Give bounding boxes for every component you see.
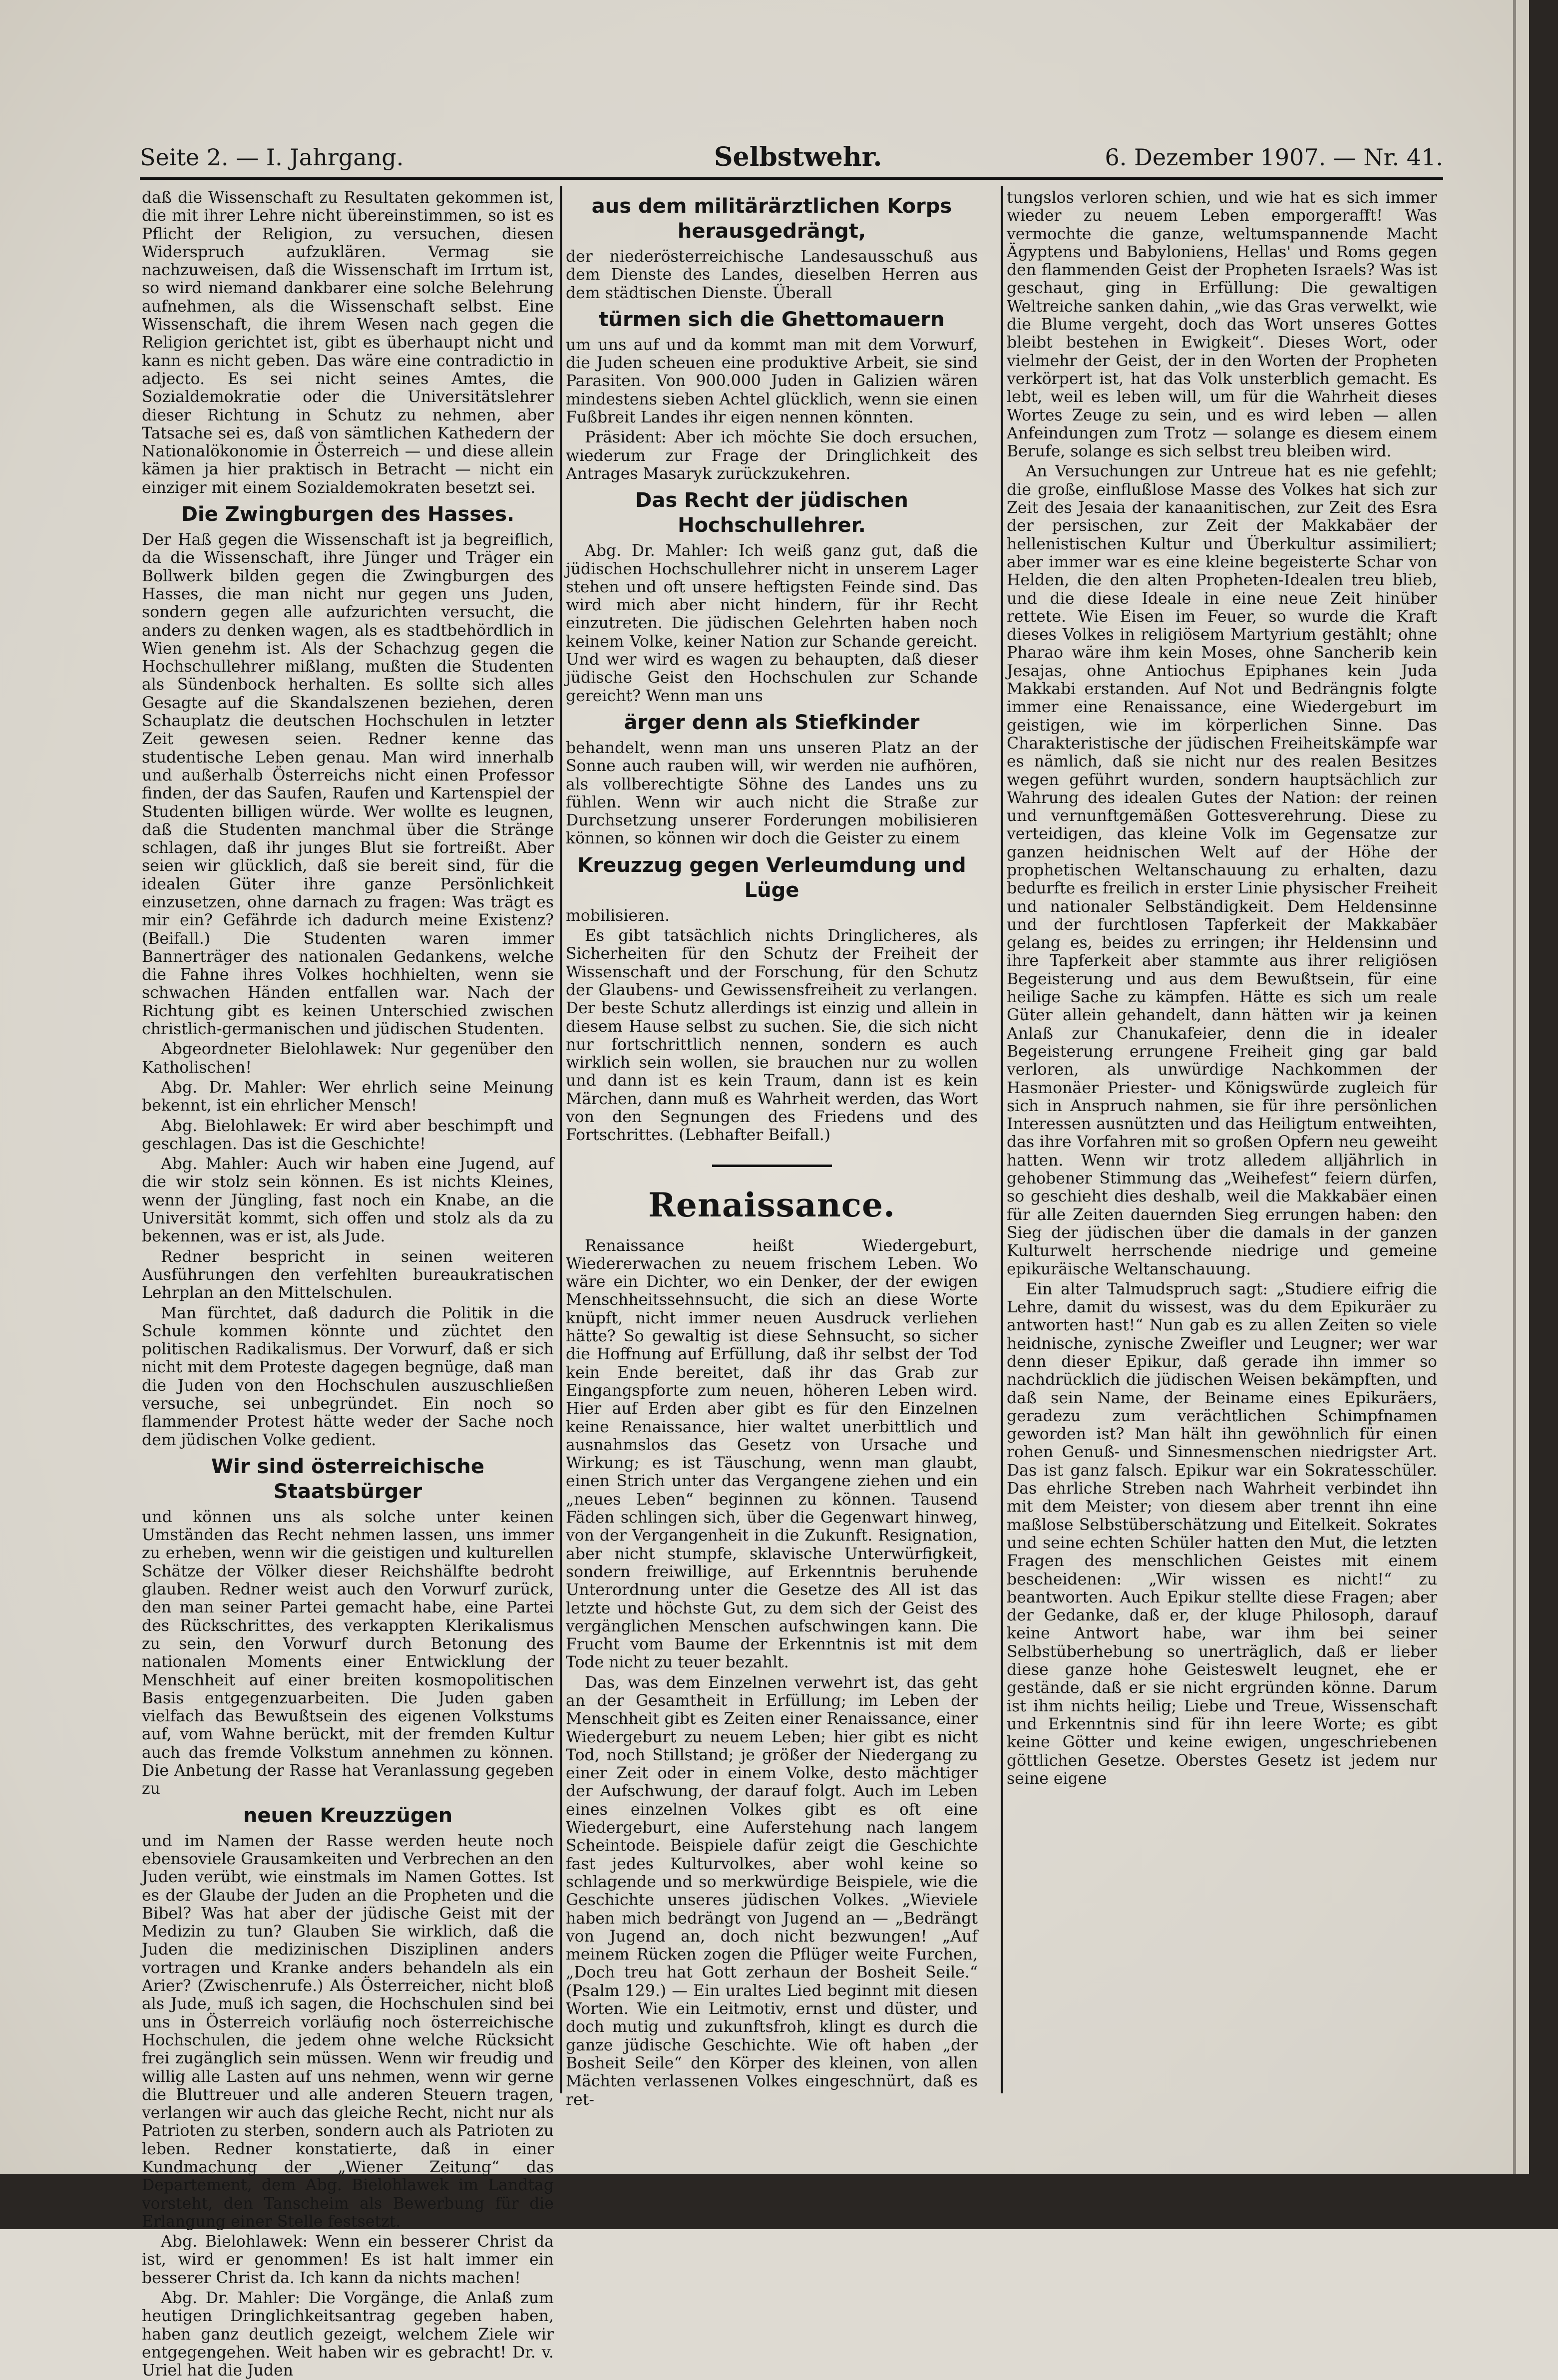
page-header <box>140 142 1443 177</box>
paragraph: Abg. Dr. Mahler: Ich weiß ganz gut, daß die jüdischen Hochschullehrer nicht in unserem Lager stehen und oft unsere heftigsten Feinde sind. Das wird mich aber nicht hindern, für ihr Recht einzutreten. Die jüdischen Gelehrten haben noch keinem Volke, keiner Nation zur Schande gereicht. Und wer wird es wagen zu behaupten, daß dieser jüdische Geist den Hochschulen zur Schande gereicht? Wenn man uns <box>566 542 978 705</box>
subheading: Das Recht der jüdischen Hochschullehrer. <box>635 489 908 537</box>
paragraph: und können uns als solche unter keinen Umständen das Recht nehmen lassen, uns immer zu erheben, wenn wir die geistigen und kulturellen Schätze der Völker dieser Reichshälfte bedroht glauben. Redner weist auch den Vorwurf zurück, den man seiner Partei gemacht habe, eine Partei des Rückschrittes, des verkappten Klerikalismus zu sein, den Vorwurf durch Betonung des nationalen Moments einer Entwicklung der Menschheit auf einer breiten kosmopolitischen Basis entgegenzuarbeiten. Die Juden gaben vielfach das Bewußtsein des eigenen Volkstums auf, vom Wahne berückt, mit der fremden Kultur auch das fremde Volkstum annehmen zu können. Die Anbetung der Rasse hat Veranlassung gegeben zu <box>142 1508 554 1798</box>
header-rule <box>140 177 1443 180</box>
scan-edge-right <box>1529 0 1558 2229</box>
paragraph: Abgeordneter Bielohlawek: Nur gegenüber den Katholischen! <box>142 1040 554 1077</box>
paragraph: Abg. Bielohlawek: Er wird aber beschimpft und geschlagen. Das ist die Geschichte! <box>142 1117 554 1153</box>
paragraph: An Versuchungen zur Untreue hat es nie gefehlt; die große, einflußlose Masse des Volkes hat sich zur Zeit des Jesaia der kanaanitischen, zur Zeit des Esra der persischen, zur Zeit der Makkabäer der hellenistischen Kultur und Überkultur assimiliert; aber immer war es eine kleine begeisterte Schar von Helden, die den alten Propheten-Idealen treu blieb, und die diese Ideale in eine neue Zeit hinüber rettete. Wie Eisen im Feuer, so wurde die Kraft dieses Volkes in religiösem Martyrium gestählt; ohne Pharao wäre ihm kein Moses, ohne Sancherib kein Jesajas, ohne Antiochus Epiphanes kein Juda Makkabi erstanden. Auf Not und Bedrängnis folgte immer eine Renaissance, eine Wiedergeburt im geistigen, wie im körperlichen Sinne. Das Charakteristische der jüdischen Freiheitskämpfe war es nämlich, daß sie nicht nur des realen Besitzes wegen geführt wurden, sondern hauptsächlich zur Wahrung des idealen Gutes der Nation: der reinen und vernunftgemäßen Gottesverehrung. Diese zu verteidigen, das kleine Volk im Gegensatze zur ganzen heidnischen Welt auf der Höhe der prophetischen Weltanschauung zu erhalten, dazu bedurfte es freilich in erster Linie physischer Freiheit und nationaler Selbständigkeit. Dem Heldensinne und der furchtlosen Tapferkeit der Makkabäer gelang es, beides zu erringen; ihr Heldensinn und ihre Tapferkeit aber stammte aus ihrer religiösen Begeisterung und aus dem Bewußtsein, für eine heilige Sache zu kämpfen. Hätte es sich um reale Güter allein gehandelt, dann hätten wir ja keinen Anlaß zur Chanukafeier, denn die in idealer Begeisterung errungene Freiheit ging gar bald verloren, als unwürdige Nachkommen der Hasmonäer Priester- und Königswürde zugleich für sich in Anspruch nahmen, sie für ihre persönlichen Interessen ausnützten und das Heiligtum entweihten, das ihre Vorfahren mit so großen Opfern neu geweiht hatten. Wenn wir trotz alledem alljährlich in gehobener Stimmung das „Weihefest“ feiern dürfen, so geschieht dies deshalb, weil die Makkabäer einen für alle Zeiten dauernden Sieg errungen haben: den Sieg der jüdischen über die damals in der ganzen Kulturwelt herrschende niedrige und gemeine epikuräische Weltanschauung. <box>1007 462 1437 1278</box>
header-date-issue: 6. Dezember 1907. — Nr. 41. <box>1105 144 1443 171</box>
column-rule <box>1001 186 1003 2093</box>
subheading: türmen sich die Ghettomauern <box>599 308 945 331</box>
subheading: ärger denn als Stiefkinder <box>624 711 920 734</box>
paragraph: behandelt, wenn man uns unseren Platz an der Sonne auch rauben will, wir werden nie aufhören, als vollberechtigte Söhne des Landes uns zu fühlen. Wenn wir auch nicht die Straße zur Durchsetzung unserer Forderungen mobilisieren können, so können wir doch die Geister zu einem <box>566 739 978 848</box>
paragraph: Abg. Bielohlawek: Wenn ein besserer Christ da ist, wird er genommen! Es ist halt immer ein besserer Christ da. Ich kann da nichts machen! <box>142 2233 554 2287</box>
column-1 <box>142 189 554 2380</box>
paragraph: und im Namen der Rasse werden heute noch ebensoviele Grausamkeiten und Verbrechen an den Juden verübt, wie einstmals im Namen Gottes. Ist es der Glaube der Juden an die Propheten und die Bibel? Was hat aber der jüdische Geist mit der Medizin zu tun? Glauben Sie wirklich, daß die Juden die medizinischen Disziplinen anders vortragen und Kranke anders behandeln als ein Arier? (Zwischenrufe.) Als Österreicher, nicht bloß als Jude, muß ich sagen, die Hochschulen sind bei uns in Österreich vorläufig noch österreichische Hochschulen, die jedem ohne welche Rücksicht frei zugänglich sein müssen. Wenn wir freudig und willig alle Lasten auf uns nehmen, wenn wir gerne die Bluttreuer und alle anderen Steuern tragen, verlangen wir auch das gleiche Recht, nicht nur als Patrioten zu sterben, sondern auch als Patrioten zu leben. Redner konstatierte, daß in einer Kundmachung der „Wiener Zeitung“ das Departement, dem Abg. Bielohlawek im Landtag vorsteht, den Tanscheim als Bewerbung für die Erlangung einer Stelle festsetzt. <box>142 1832 554 2231</box>
paragraph: Der Haß gegen die Wissenschaft ist ja begreiflich, da die Wissenschaft, ihre Jünger und Träger ein Bollwerk bilden gegen die Zwingburgen des Hasses, die man nicht nur gegen uns Juden, sondern gegen alle aufzurichten versucht, die anders zu denken wagen, als es stadtbehördlich in Wien genehm ist. Als der Schachzug gegen die Hochschullehrer mißlang, mußten die Studenten als Sündenbock herhalten. Es sollte sich alles Gesagte auf die Skandalszenen beziehen, deren Schauplatz die deutschen Hochschulen in letzter Zeit gewesen seien. Redner kenne das studentische Leben genau. Man wird innerhalb und außerhalb Österreichs nicht einen Professor finden, der das Saufen, Raufen und Kartenspiel der Studenten billigen würde. Wer wollte es leugnen, daß die Studenten manchmal über die Stränge schlagen, daß ihr junges Blut sie fortreißt. Aber seien wir glücklich, daß sie bereit sind, für die idealen Güter ihre ganze Persönlichkeit einzusetzen, ohne darnach zu fragen: Was trägt es mir ein? Gefährde ich dadurch meine Existenz? (Beifall.) Die Studenten waren immer Bannerträger des nationalen Gedankens, welche die Fahne ihres Volkes hochhielten, wenn sie schwachen Händen entfallen war. Nach der Richtung gibt es keinen Unterschied zwischen christlich-germanischen und jüdischen Studenten. <box>142 531 554 1039</box>
article-separator <box>712 1165 832 1167</box>
paragraph: Man fürchtet, daß dadurch die Politik in die Schule kommen könnte und züchtet den politischen Radikalismus. Der Vorwurf, daß er sich nicht mit dem Proteste dagegen begnüge, daß man die Juden von den Hochschulen auszuschließen versuche, sei unbegründet. Ein noch so flammender Protest hätte weder der Sache noch dem jüdischen Volke gedient. <box>142 1304 554 1449</box>
paragraph: tungslos verloren schien, und wie hat es sich immer wieder zu neuem Leben emporgerafft! Was vermochte die ganze, weltumspannende Macht Ägyptens und Babyloniens, Hellas' und Roms gegen den flammenden Geist der Propheten Israels? Was ist geschaut, ging in Erfüllung: Die gewaltigen Weltreiche sanken dahin, „wie das Gras verwelkt, wie die Blume vergeht, doch das Wort unseres Gottes bleibt bestehen in Ewigkeit“. Dieses Wort, oder vielmehr der Geist, der in den Worten der Propheten verkörpert ist, hat das Volk unsterblich gemacht. Es lebt, weil es leben will, um für die Wahrheit dieses Wortes Zeuge zu sein, und es wird leben — allen Anfeindungen zum Trotz — solange es diesem einem Berufe, solange es sich selbst treu bleiben wird. <box>1007 189 1437 461</box>
column-3 <box>1007 189 1437 2096</box>
paragraph: Ein alter Talmudspruch sagt: „Studiere eifrig die Lehre, damit du wissest, was du dem Epikuräer zu antworten hast!“ Nun gab es zu allen Zeiten so viele heidnische, zynische Zweifler und Leugner; wer war denn dieser Epikur, daß gerade ihn immer so nachdrücklich die jüdischen Weisen bekämpften, und daß sein Name, der Beiname eines Epikuräers, geradezu zum verächtlichen Schimpfnamen geworden ist? Man hält ihn gewöhnlich für einen rohen Genuß- und Sinnesmenschen niedrigster Art. Das ist ganz falsch. Epikur war ein Sokratesschüler. Das ehrliche Streben nach Wahrheit verbindet ihn mit dem Meister; von diesem aber trennt ihn eine maßlose Selbstüberschätzung und Eitelkeit. Sokrates und seine echten Schüler hatten den Mut, die letzten Fragen des menschlichen Geistes mit einem bescheidenen: „Wir wissen es nicht!“ zu beantworten. Auch Epikur stellte diese Fragen; aber der Gedanke, daß er, der kluge Philosoph, darauf keine Antwort habe, war ihm bei seiner Selbstüberhebung so unerträglich, daß er lieber diese ganze hohe Geisteswelt leugnet, ehe er gestände, daß er sie nicht ergründen könne. Darum ist ihm nichts heilig; Liebe und Treue, Wissenschaft und Erkenntnis sind für ihn leere Worte; es gibt keine Götter und keine ewigen, ungeschriebenen göttlichen Gesetze. Oberstes Gesetz ist jedem nur seine eigene <box>1007 1280 1437 1788</box>
paragraph: Es gibt tatsächlich nichts Dringlicheres, als Sicherheiten für den Schutz der Freiheit der Wissenschaft und der Forschung, für den Schutz der Glaubens- und Gewissensfreiheit zu verlangen. Der beste Schutz allerdings ist einzig und allein in diesem Hause selbst zu suchen. Sie, die sich nicht nur fortschrittlich nennen, sondern es auch wirklich sein wollen, sie brauchen nur zu wollen und dann ist es kein Traum, dann ist es kein Märchen, dann muß es Wahrheit werden, das Wort von den Segnungen des Friedens und des Fortschrittes. (Lebhafter Beifall.) <box>566 927 978 1145</box>
subheading: aus dem militärärztlichen Korps herausgedrängt, <box>591 195 952 243</box>
column-rule <box>560 186 562 2093</box>
paragraph: Redner bespricht in seinen weiteren Ausführungen den verfehlten bureaukratischen Lehrplan an den Mittelschulen. <box>142 1247 554 1302</box>
subheading: Kreuzzug gegen Verleumdung und Lüge <box>577 853 966 902</box>
paragraph: der niederösterreichische Landesausschuß aus dem Dienste des Landes, dieselben Herren aus dem städtischen Dienste. Überall <box>566 248 978 302</box>
paragraph: Renaissance heißt Wiedergeburt, Wiedererwachen zu neuem frischem Leben. Wo wäre ein Dichter, wo ein Denker, der der ewigen Menschheitssehnsucht, die sich an diese Worte knüpft, nicht immer neuen Ausdruck verliehen hätte? So gewaltig ist diese Sehnsucht, so sicher die Hoffnung auf Erfüllung, daß ihr selbst der Tod kein Ende bereitet, daß ihr das Grab zur Eingangspforte zum neuen, höheren Leben wird. Hier auf Erden aber gibt es für den Einzelnen keine Renaissance, hier waltet unerbittlich und ausnahmslos das Gesetz von Ursache und Wirkung; es ist Täuschung, wenn man glaubt, einen Strich unter das Vergangene ziehen und ein „neues Leben“ beginnen zu können. Tausend Fäden schlingen sich, über die Gegenwart hinweg, von der Vergangenheit in die Zukunft. Resignation, aber nicht stumpfe, sklavische Unterwürfigkeit, sondern freiwillige, auf Erkenntnis beruhende Unterordnung unter die Gesetze des All ist das letzte und höchste Gut, zu dem sich der Geist des vergänglichen Menschen aufschwingen kann. Die Frucht vom Baume der Erkenntnis ist mit dem Tode nicht zu teuer bezahlt. <box>566 1236 978 1672</box>
paragraph: Abg. Mahler: Auch wir haben eine Jugend, auf die wir stolz sein können. Es ist nichts Kleines, wenn der Jüngling, fast noch ein Knabe, an die Universität kommt, sich offen und stolz als da zu bekennen, was er ist, als Jude. <box>142 1155 554 1246</box>
paragraph: um uns auf und da kommt man mit dem Vorwurf, die Juden scheuen eine produktive Arbeit, sie sind Parasiten. Von 900.000 Juden in Galizien wären mindestens sieben Achtel glücklich, wenn sie einen Fußbreit Landes ihr eigen nennen könnten. <box>566 336 978 427</box>
subheading: Wir sind österreichische Staatsbürger <box>211 1455 484 1503</box>
paragraph: daß die Wissenschaft zu Resultaten gekommen ist, die mit ihrer Lehre nicht übereinstimmen, so ist es Pflicht der Religion, zu versuchen, diesen Widerspruch aufzuklären. Vermag sie nachzuweisen, daß die Wissenschaft im Irrtum ist, so wird niemand dankbarer eine solche Belehrung aufnehmen, als die Wissenschaft selbst. Eine Wissenschaft, die ihrem Wesen nach gegen die Religion gerichtet ist, gibt es überhaupt nicht und kann es nicht geben. Das wäre eine contradictio in adjecto. Es sei nicht seines Amtes, die Sozialdemokratie oder die Universitätslehrer dieser Richtung in Schutz zu nehmen, aber Tatsache sei es, daß von sämtlichen Kathedern der Nationalökonomie in Österreich — und diese allein kämen ja hier praktisch in Betracht — nicht ein einziger mit einem Sozialdemokraten besetzt sei. <box>142 189 554 497</box>
column-2 <box>566 189 978 2109</box>
subheading: neuen Kreuzzügen <box>243 1804 453 1827</box>
header-masthead: Selbstwehr. <box>714 142 882 172</box>
paragraph: Abg. Dr. Mahler: Wer ehrlich seine Meinung bekennt, ist ein ehrlicher Mensch! <box>142 1078 554 1115</box>
paragraph: Das, was dem Einzelnen verwehrt ist, das geht an der Gesamtheit in Erfüllung; im Leben der Menschheit gibt es Zeiten einer Renaissance, einer Wiedergeburt zu neuem Leben; hier gibt es nicht Tod, noch Stillstand; je größer der Niedergang zu einer Zeit oder in einem Volke, desto mächtiger der Aufschwung, der darauf folgt. Auch im Leben eines einzelnen Volkes gibt es oft eine Wiedergeburt, eine Auferstehung nach langem Scheintode. Beispiele dafür zeigt die Geschichte fast jedes Kulturvolkes, aber wohl keine so schlagende und so merkwürdige Beispiele, wie die Geschichte unseres jüdischen Volkes. „Wieviele haben mich bedrängt von Jugend an — „Bedrängt von Jugend an, doch nicht bezwungen! „Auf meinem Rücken zogen die Pflüger weite Furchen, „Doch treu hat Gott zerhaun der Bosheit Seile.“ (Psalm 129.) — Ein uraltes Lied beginnt mit diesen Worten. Wie ein Leitmotiv, ernst und düster, und doch mutig und zukunftsfroh, klingt es durch die ganze jüdische Geschichte. Wie oft haben „der Bosheit Seile“ den Körper des kleinen, von allen Mächten verlassenen Volkes eingeschnürt, daß es ret- <box>566 1673 978 2109</box>
article-title: Renaissance. <box>648 1185 895 1224</box>
paragraph: Präsident: Aber ich möchte Sie doch ersuchen, wiederum zur Frage der Dringlichkeit des Antrages Masaryk zurückzukehren. <box>566 428 978 483</box>
header-page-info: Seite 2. — I. Jahrgang. <box>140 144 404 171</box>
page-fold-line <box>1513 0 1516 2182</box>
subheading: Die Zwingburgen des Hasses. <box>181 503 515 526</box>
paragraph: Abg. Dr. Mahler: Die Vorgänge, die Anlaß zum heutigen Dringlichkeitsantrag gegeben haben, haben ganz deutlich gezeigt, welchem Ziele wir entgegengehen. Weit haben wir es gebracht! Dr. v. Uriel hat die Juden <box>142 2289 554 2380</box>
paragraph: mobilisieren. <box>566 906 670 925</box>
